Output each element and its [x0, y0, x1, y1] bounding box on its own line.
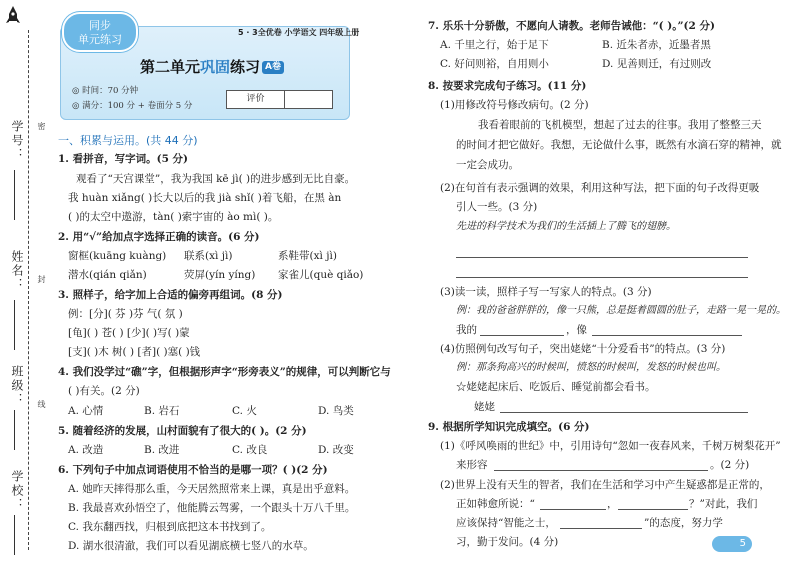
q1-line3: ( )的太空中遨游，tàn( )索宇宙的 ào mì( )。 — [68, 211, 279, 223]
q5-option-d[interactable]: D. 改变 — [318, 444, 354, 456]
q9-s2-line4: 习，勤于发问。(4 分) — [456, 536, 559, 548]
q9-s1-blank[interactable] — [494, 470, 708, 471]
q8-s1-line1: 我看着眼前的飞机模型，想起了过去的往事。我用了整整三天 — [478, 119, 762, 131]
q6-option-b[interactable]: B. 我最喜欢孙悟空了，他能腾云驾雾，一个跟头十万八千里。 — [68, 502, 356, 514]
q9-s2-blank-3[interactable] — [560, 528, 642, 529]
q8-s3-example: 例：我的爸爸胖胖的，像一只熊，总是挺着圆圆的肚子，走路一晃一晃的。 — [456, 305, 786, 316]
exam-score: ◎ 满分：100 分 + 卷面分 5 分 — [72, 101, 193, 111]
q4-option-d[interactable]: D. 鸟类 — [318, 405, 354, 417]
q9-s1-line2a: 来形容 — [456, 459, 488, 471]
class-field[interactable] — [14, 410, 15, 450]
title-prefix: 第二单元 — [140, 58, 201, 76]
q8-s1-head: (1)用修改符号修改病句。(2 分) — [440, 99, 589, 111]
section-1-title: 一、积累与运用。(共 44 分) — [58, 134, 198, 147]
q8-s3-fill-a: 我的 — [456, 324, 477, 336]
q9-s2-line3a: 应该保持“智能之士， — [456, 517, 556, 529]
q7-option-d[interactable]: D. 见善则迁，有过则改 — [602, 58, 712, 70]
unit-tag — [62, 12, 138, 52]
q4-option-a[interactable]: A. 心情 — [68, 405, 104, 417]
page-title — [140, 58, 284, 77]
q8-s4-answer-line[interactable] — [500, 412, 748, 413]
q8-s4-sentence: ☆姥姥起床后、吃饭后、睡觉前都会看书。 — [456, 381, 656, 393]
q2-r1-a[interactable]: 窗框(kuāng kuàng) — [68, 250, 167, 262]
q6-option-c[interactable]: C. 我东翻西找，归根到底把这本书找到了。 — [68, 521, 272, 533]
brand-line: 5 · 3全优卷 小学语文 四年级上册 — [238, 28, 360, 37]
cut-mark-xian: 线 — [34, 400, 46, 408]
school-field[interactable] — [14, 515, 15, 555]
q9-s2-line1: (2)世界上没有天生的智者，我们在生活和学习中产生疑惑都是正常的， — [440, 479, 770, 491]
q2-head: 2. 用“√”给加点字选择正确的读音。(6 分) — [58, 231, 260, 243]
q9-s2-line3b: ”的态度，努力学 — [644, 517, 723, 529]
q8-s3-head: (3)读一读，照样子写一写家人的特点。(3 分) — [440, 286, 652, 298]
q2-r1-b[interactable]: 联系(xì jì) — [184, 250, 233, 262]
q5-option-c[interactable]: C. 改良 — [232, 444, 268, 456]
name-label: 姓名： — [10, 250, 24, 292]
q8-s2-answer-line-2[interactable] — [456, 277, 748, 278]
q2-r1-c[interactable]: 系鞋带(xì jì) — [278, 250, 337, 262]
class-label: 班级： — [10, 365, 24, 407]
q8-s3-blank-1[interactable] — [480, 335, 564, 336]
q3-example: 例：[分]( 芬 )芬 气( 氛 ) — [68, 308, 183, 320]
q4-line2: ( )有关。(2 分) — [68, 385, 140, 397]
evaluation-cell[interactable] — [285, 91, 333, 109]
q4-line1: 4. 我们没学过“礁”字，但根据形声字“形旁表义”的规律，可以判断它与 — [58, 366, 391, 378]
student-id-field[interactable] — [14, 170, 15, 220]
q5-option-b[interactable]: B. 改进 — [144, 444, 180, 456]
cut-mark-feng: 封 — [34, 275, 46, 283]
q8-s1-line3: 一定会成功。 — [456, 159, 519, 171]
q5-option-a[interactable]: A. 改造 — [68, 444, 104, 456]
q6-option-a[interactable]: A. 她昨天摔得那么重，今天居然照常来上课，真是出乎意料。 — [68, 483, 356, 495]
q3-row1[interactable]: [龟]( ) 苍( ) [少]( )写( )蒙 — [68, 327, 190, 339]
q4-option-b[interactable]: B. 岩石 — [144, 405, 180, 417]
q3-head: 3. 照样子，给字加上合适的偏旁再组词。(8 分) — [58, 289, 283, 301]
evaluation-label: 评价 — [227, 91, 285, 109]
q7-option-a[interactable]: A. 千里之行，始于足下 — [440, 39, 549, 51]
q2-r2-a[interactable]: 潜水(qián qiǎn) — [68, 269, 147, 281]
q9-s2-line2b: ， — [607, 498, 618, 510]
q8-s3-fill-b: ，像 — [566, 324, 587, 336]
q7-option-b[interactable]: B. 近朱者赤，近墨者黑 — [602, 39, 711, 51]
unit-tag-line2: 单元练习 — [78, 33, 122, 46]
q9-s2-blank-2[interactable] — [618, 509, 688, 510]
q6-option-d[interactable]: D. 湖水很清澈，我们可以看见湖底横七竖八的水草。 — [68, 540, 314, 552]
q9-s2-line2c: ？”对此，我们 — [689, 498, 758, 510]
q9-s1-line2b: 。(2 分) — [710, 459, 750, 471]
student-id-label: 学号： — [10, 120, 24, 162]
binding-dashed-line — [28, 30, 29, 550]
q7-head: 7. 乐乐十分骄傲，不愿向人请教。老师告诫他：“( )。”(2 分) — [428, 20, 715, 32]
school-label: 学校： — [10, 470, 24, 512]
q8-s2-sentence: 先进的科学技术为我们的生活插上了腾飞的翅膀。 — [456, 221, 676, 232]
rocket-icon — [6, 6, 20, 26]
q8-s4-head: (4)仿照例句改写句子，突出姥姥“十分爱看书”的特点。(3 分) — [440, 343, 726, 355]
q2-r2-b[interactable]: 荧屏(yín yíng) — [184, 269, 256, 281]
title-highlight: 巩固 — [200, 58, 231, 76]
q8-s2-answer-line-1[interactable] — [456, 257, 748, 258]
q8-head: 8. 按要求完成句子练习。(11 分) — [428, 80, 587, 92]
q8-s3-blank-2[interactable] — [592, 335, 742, 336]
q8-s2-line2: 引人一些。(3 分) — [456, 201, 538, 213]
name-field[interactable] — [14, 300, 15, 350]
q1-line2: 我 huàn xiǎng( )长大以后的我 jià shǐ( )着飞船，在黑 àn — [68, 192, 342, 204]
q1-head: 1. 看拼音，写字词。(5 分) — [58, 153, 189, 165]
q8-s1-line2: 的时间才把它做好。我想，无论做什么事，既然有水滴石穿的精神，就 — [456, 139, 782, 151]
q6-head: 6. 下列句子中加点词语使用不恰当的是哪一项？( )(2 分) — [58, 464, 328, 476]
exam-time: ◎ 时间：70 分钟 — [72, 86, 139, 96]
q3-row2[interactable]: [支]( )木 树( ) [者]( )塞( )钱 — [68, 346, 201, 358]
q9-s2-blank-1[interactable] — [540, 509, 606, 510]
q9-head: 9. 根据所学知识完成填空。(6 分) — [428, 421, 590, 433]
q8-s4-example: 例：那条狗高兴的时候叫，愤怒的时候叫，发怒的时候也叫。 — [456, 362, 726, 373]
q4-option-c[interactable]: C. 火 — [232, 405, 257, 417]
q2-r2-c[interactable]: 家雀儿(què qiǎo) — [278, 269, 364, 281]
q7-option-c[interactable]: C. 好问则裕，自用则小 — [440, 58, 549, 70]
cut-mark-mi: 密 — [34, 122, 46, 130]
q9-s1-line1: (1)《呼风唤雨的世纪》中，引用诗句“忽如一夜春风来，千树万树梨花开” — [440, 440, 781, 452]
q8-s2-line1: (2)在句首有表示强调的效果，利用这种写法，把下面的句子改得更吸 — [440, 182, 760, 194]
unit-tag-line1: 同步 — [89, 19, 111, 32]
evaluation-table — [226, 90, 333, 109]
q8-s4-fill: 姥姥 — [474, 401, 495, 413]
binding-strip — [0, 0, 50, 566]
juan-badge: A卷 — [262, 61, 284, 74]
q1-line1: 观看了“天宫课堂”，我为我国 kē jì( )的进步感到无比自豪。 — [76, 173, 356, 185]
page-number: 5 — [712, 536, 752, 552]
q9-s2-line2a: 正如韩愈所说：“ — [456, 498, 535, 510]
q5-head: 5. 随着经济的发展，山村面貌有了很大的( )。(2 分) — [58, 425, 307, 437]
title-suffix: 练习 — [230, 58, 261, 76]
